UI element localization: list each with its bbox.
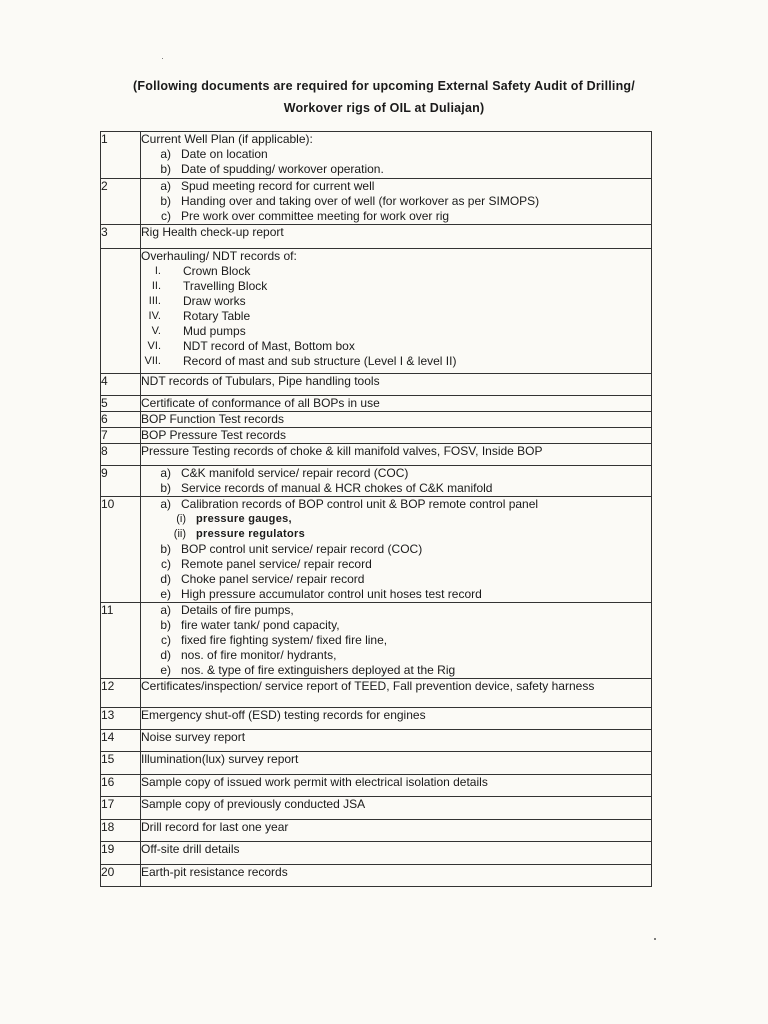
sub-item [141, 194, 651, 209]
table-row [101, 775, 652, 797]
row-text: NDT records of Tubulars, Pipe handling tools [141, 374, 380, 388]
sub-item [141, 512, 651, 527]
table-row [101, 412, 652, 428]
sub-item [141, 618, 651, 633]
sub-item-marker: (ii) [173, 528, 186, 540]
row-text: Overhauling/ NDT records of: [141, 249, 297, 263]
sub-item-text: Date on location [181, 147, 268, 161]
row-content [141, 374, 652, 396]
table-row [101, 603, 652, 679]
row-number: 11 [101, 603, 141, 679]
sub-item-marker: VII. [144, 355, 161, 367]
row-number: 5 [101, 396, 141, 412]
row-number: 20 [101, 865, 141, 887]
row-content [141, 842, 652, 865]
sub-item-text: Rotary Table [183, 309, 251, 323]
sub-item-marker: c) [161, 557, 171, 571]
sub-item [141, 633, 651, 648]
row-content [141, 396, 652, 412]
row-content [141, 708, 652, 730]
sub-item-text: Record of mast and sub structure (Level I & level II) [183, 354, 457, 368]
row-number: 10 [101, 497, 141, 603]
table-row [101, 842, 652, 865]
sub-item-marker: I. [154, 265, 161, 277]
sub-item-marker: e) [160, 587, 171, 601]
row-number: 18 [101, 820, 141, 842]
sub-item [141, 587, 651, 602]
row-content [141, 497, 652, 603]
table-row [101, 249, 652, 374]
sub-item-text: BOP control unit service/ repair record (COC) [181, 542, 423, 556]
row-content [141, 412, 652, 428]
row-content [141, 679, 652, 708]
row-content [141, 179, 652, 225]
row-content [141, 444, 652, 466]
row-number: 4 [101, 374, 141, 396]
row-content [141, 730, 652, 752]
row-number: 13 [101, 708, 141, 730]
sub-item [141, 572, 651, 587]
row-text: BOP Function Test records [141, 412, 284, 426]
sub-item-text: fire water tank/ pond capacity, [181, 618, 340, 632]
row-text: Sample copy of issued work permit with electrical isolation details [141, 775, 488, 789]
sub-item-text: Choke panel service/ repair record [181, 572, 365, 586]
row-text: Illumination(lux) survey report [141, 752, 299, 766]
sub-item-marker: b) [160, 162, 171, 176]
sub-item-text: High pressure accumulator control unit hoses test record [181, 587, 482, 601]
sub-item [141, 354, 651, 369]
sub-item-marker: a) [160, 603, 171, 617]
table-row [101, 225, 652, 249]
row-text: Certificate of conformance of all BOPs in use [141, 396, 380, 410]
row-content [141, 797, 652, 820]
sub-item [141, 179, 651, 194]
document-title-line-1: (Following documents are required for upcoming External Safety Audit of Drilling/ [133, 79, 635, 93]
sub-item-marker: c) [161, 633, 171, 647]
row-content [141, 820, 652, 842]
sub-item-text: Pre work over committee meeting for work over rig [181, 209, 450, 223]
sub-item-text: pressure regulators [196, 528, 306, 540]
sub-item-marker: b) [160, 194, 171, 208]
sub-item-marker: c) [161, 209, 171, 223]
row-text: Pressure Testing records of choke & kill manifold valves, FOSV, Inside BOP [141, 444, 543, 458]
table-row [101, 820, 652, 842]
row-number: 1 [101, 132, 141, 179]
sub-item [141, 162, 651, 177]
table-row [101, 752, 652, 775]
row-text: BOP Pressure Test records [141, 428, 286, 442]
requirements-table [100, 131, 652, 887]
sub-item [141, 309, 651, 324]
sub-item [141, 209, 651, 224]
row-content [141, 428, 652, 444]
sub-item-text: Service records of manual & HCR chokes of C&K manifold [181, 481, 493, 495]
sub-item-text: Crown Block [183, 264, 251, 278]
sub-item-marker: VI. [147, 340, 161, 352]
row-number: 16 [101, 775, 141, 797]
row-content [141, 775, 652, 797]
sub-item-marker: d) [160, 648, 171, 662]
sub-item-text: Travelling Block [183, 279, 268, 293]
row-text: Noise survey report [141, 730, 246, 744]
row-text: Off-site drill details [141, 842, 240, 856]
scan-speck [162, 58, 163, 59]
row-number: 8 [101, 444, 141, 466]
row-text: Drill record for last one year [141, 820, 289, 834]
row-number: 15 [101, 752, 141, 775]
row-content [141, 752, 652, 775]
row-number: 19 [101, 842, 141, 865]
sub-item-marker: II. [151, 280, 161, 292]
sub-item-text: nos. & type of fire extinguishers deployed at the Rig [181, 663, 456, 677]
row-number: 9 [101, 466, 141, 497]
sub-item-text: nos. of fire monitor/ hydrants, [181, 648, 337, 662]
row-number: 2 [101, 179, 141, 225]
sub-item-text: NDT record of Mast, Bottom box [183, 339, 355, 353]
table-row [101, 374, 652, 396]
table-row [101, 466, 652, 497]
row-number: 14 [101, 730, 141, 752]
row-content [141, 865, 652, 887]
sub-item-marker: d) [160, 572, 171, 586]
requirements-table-body [101, 132, 652, 887]
table-row [101, 132, 652, 179]
sub-item [141, 294, 651, 309]
row-number: 3 [101, 225, 141, 249]
sub-item-marker: (i) [176, 513, 186, 525]
sub-item-marker: III. [148, 295, 161, 307]
sub-item-text: pressure gauges, [196, 513, 292, 525]
sub-item [141, 481, 651, 496]
scan-speck [654, 938, 656, 940]
table-row [101, 797, 652, 820]
row-content [141, 225, 652, 249]
sub-item [141, 147, 651, 162]
sub-item-text: C&K manifold service/ repair record (COC) [181, 466, 409, 480]
sub-item-text: Mud pumps [183, 324, 246, 338]
sub-item-marker: a) [160, 147, 171, 161]
table-row [101, 444, 652, 466]
row-number [101, 249, 141, 374]
row-text: Rig Health check-up report [141, 225, 284, 239]
row-number: 6 [101, 412, 141, 428]
row-text: Sample copy of previously conducted JSA [141, 797, 366, 811]
sub-item-marker: b) [160, 618, 171, 632]
table-row [101, 865, 652, 887]
sub-item-text: Calibration records of BOP control unit & BOP remote control panel [181, 497, 539, 511]
sub-item-marker: V. [151, 325, 161, 337]
sub-item [141, 279, 651, 294]
sub-item-text: Remote panel service/ repair record [181, 557, 372, 571]
sub-item [141, 557, 651, 572]
row-number: 12 [101, 679, 141, 708]
sub-item-marker: a) [160, 179, 171, 193]
table-row [101, 396, 652, 412]
row-text: Certificates/inspection/ service report of TEED, Fall prevention device, safety harness [141, 679, 595, 693]
row-number: 17 [101, 797, 141, 820]
sub-item [141, 264, 651, 279]
sub-item-marker: b) [160, 481, 171, 495]
sub-item [141, 466, 651, 481]
table-row [101, 497, 652, 603]
sub-item-marker: b) [160, 542, 171, 556]
sub-item-text: Date of spudding/ workover operation. [181, 162, 384, 176]
sub-item-text: Draw works [183, 294, 246, 308]
sub-item [141, 497, 651, 512]
row-content [141, 132, 652, 179]
row-number: 7 [101, 428, 141, 444]
sub-item-marker: IV. [148, 310, 161, 322]
sub-item [141, 542, 651, 557]
document-title-line-2: Workover rigs of OIL at Duliajan) [283, 101, 485, 115]
table-row [101, 730, 652, 752]
sub-item-text: Spud meeting record for current well [181, 179, 375, 193]
row-text: Current Well Plan (if applicable): [141, 132, 313, 146]
row-content [141, 603, 652, 679]
sub-item [141, 527, 651, 542]
row-text: Earth-pit resistance records [141, 865, 288, 879]
table-row [101, 179, 652, 225]
table-row [101, 708, 652, 730]
sub-item [141, 663, 651, 678]
sub-item [141, 339, 651, 354]
sub-item-text: fixed fire fighting system/ fixed fire line, [181, 633, 388, 647]
sub-item [141, 648, 651, 663]
sub-item-marker: a) [160, 466, 171, 480]
sub-item-text: Details of fire pumps, [181, 603, 294, 617]
sub-item-text: Handing over and taking over of well (for workover as per SIMOPS) [181, 194, 540, 208]
table-row [101, 428, 652, 444]
table-row [101, 679, 652, 708]
row-content [141, 249, 652, 374]
sub-item [141, 324, 651, 339]
sub-item-marker: e) [160, 663, 171, 677]
row-text: Emergency shut-off (ESD) testing records for engines [141, 708, 426, 722]
row-content [141, 466, 652, 497]
sub-item-marker: a) [160, 497, 171, 511]
sub-item [141, 603, 651, 618]
